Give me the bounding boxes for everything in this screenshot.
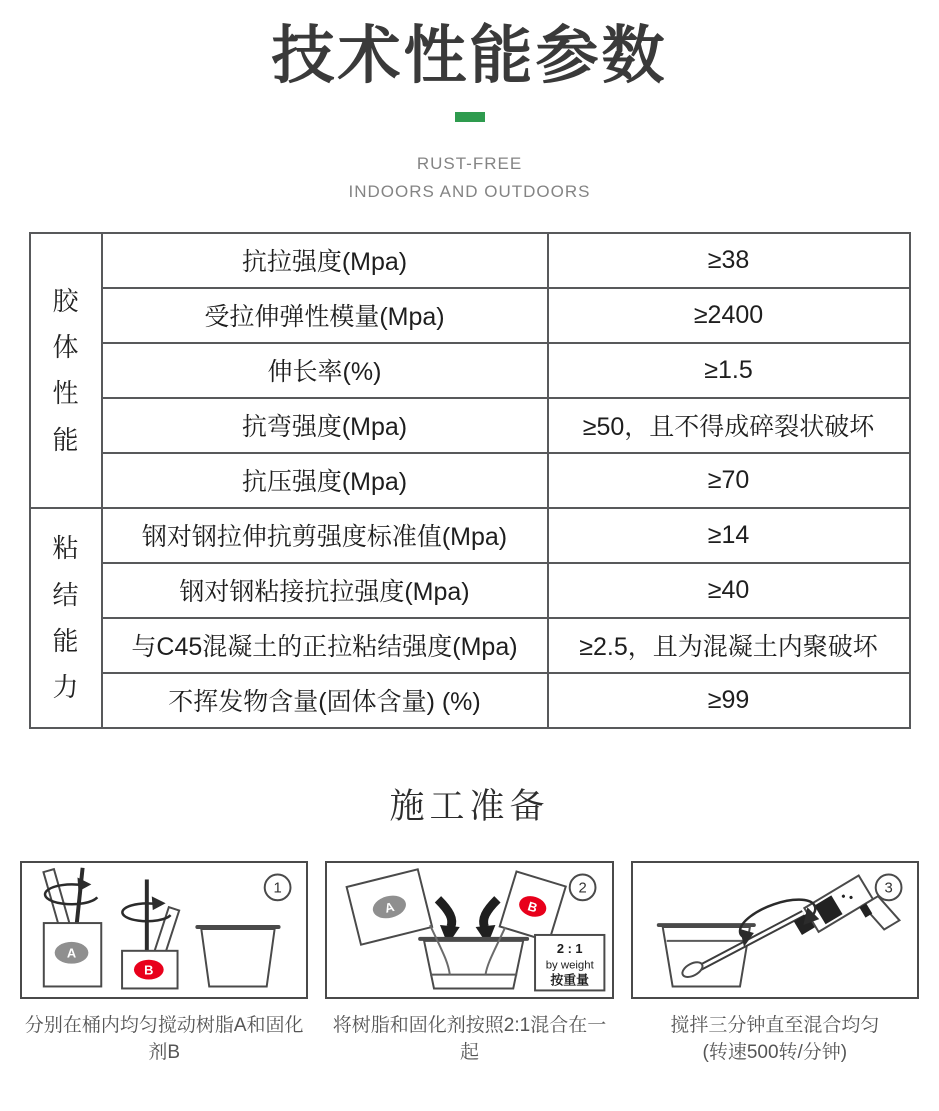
step-number-badge (570, 874, 596, 900)
subtitle (0, 150, 939, 206)
group-label-bonding: 粘结能力 (30, 508, 102, 728)
ratio-value: 2 : 1 (557, 940, 583, 956)
prep-step-3 (631, 861, 919, 1066)
bag-a-pouring (347, 869, 433, 944)
param-value: ≥99 (548, 673, 910, 728)
param-name: 抗压强度(Mpa) (102, 453, 548, 508)
accent-dash (455, 112, 485, 122)
param-value: ≥70 (548, 453, 910, 508)
group-label-colloid: 胶体性能 (30, 233, 102, 508)
subtitle-line-1: RUST-FREE (416, 153, 523, 173)
prep-steps (0, 861, 939, 1066)
table-row (30, 398, 910, 453)
label-a: A (66, 945, 77, 961)
table-row (30, 508, 910, 563)
param-name: 抗弯强度(Mpa) (102, 398, 548, 453)
label-b: B (526, 898, 540, 916)
svg-text:1: 1 (273, 880, 282, 897)
label-a: A (383, 898, 397, 916)
bag-b-pouring (500, 871, 566, 941)
page-title: 技术性能参数 (271, 21, 668, 91)
param-value: ≥1.5 (548, 343, 910, 398)
table-row (30, 453, 910, 508)
step2-illustration-panel (325, 861, 613, 999)
ratio-box (535, 935, 604, 990)
step3-caption-line1: 搅拌三分钟直至混合均匀 (670, 1014, 880, 1036)
table-row (30, 233, 910, 288)
step2-caption: 将树脂和固化剂按照2:1混合在一起 (332, 1014, 607, 1063)
table-row (30, 288, 910, 343)
param-name: 钢对钢拉伸抗剪强度标准值(Mpa) (102, 508, 548, 563)
spec-table (29, 232, 911, 729)
param-value: ≥2400 (548, 288, 910, 343)
param-value: ≥40 (548, 563, 910, 618)
param-value: ≥14 (548, 508, 910, 563)
param-name: 与C45混凝土的正拉粘结强度(Mpa) (102, 618, 548, 673)
drill-mixing-icon (633, 863, 917, 997)
table-row (30, 673, 910, 728)
header (0, 0, 939, 206)
ratio-unit-cn: 按重量 (550, 972, 590, 988)
step1-caption: 分别在桶内均匀搅动树脂A和固化剂B (24, 1014, 304, 1063)
svg-text:2: 2 (578, 880, 588, 897)
step-number-badge (265, 874, 291, 900)
table-row (30, 618, 910, 673)
prep-step-2 (325, 861, 613, 1066)
param-name: 不挥发物含量(固体含量) (%) (102, 673, 548, 728)
param-name: 受拉伸弹性模量(Mpa) (102, 288, 548, 343)
prep-step-1 (20, 861, 308, 1066)
param-name: 伸长率(%) (102, 343, 548, 398)
ratio-unit-en: by weight (546, 959, 595, 972)
bag-b-stirring (122, 879, 179, 988)
empty-bucket (197, 927, 278, 986)
param-value: ≥50，且不得成碎裂状破坏 (548, 398, 910, 453)
subtitle-line-2: INDOORS AND OUTDOORS (348, 181, 591, 201)
svg-text:3: 3 (884, 880, 893, 897)
label-b: B (144, 962, 154, 978)
table-row (30, 343, 910, 398)
param-name: 抗拉强度(Mpa) (102, 233, 548, 288)
section-title-preparation: 施工准备 (389, 786, 550, 826)
step3-caption-line2: (转速500转/分钟) (702, 1041, 848, 1063)
mix-pour-icon (327, 863, 611, 997)
bag-a-stirring (43, 867, 101, 986)
param-value: ≥2.5，且为混凝土内聚破坏 (548, 618, 910, 673)
step3-illustration-panel (631, 861, 919, 999)
mix-bucket (420, 925, 527, 988)
table-row (30, 563, 910, 618)
step1-illustration-panel (20, 861, 308, 999)
param-name: 钢对钢粘接抗拉强度(Mpa) (102, 563, 548, 618)
param-value: ≥38 (548, 233, 910, 288)
stir-buckets-icon (22, 863, 306, 997)
step-number-badge (875, 874, 901, 900)
